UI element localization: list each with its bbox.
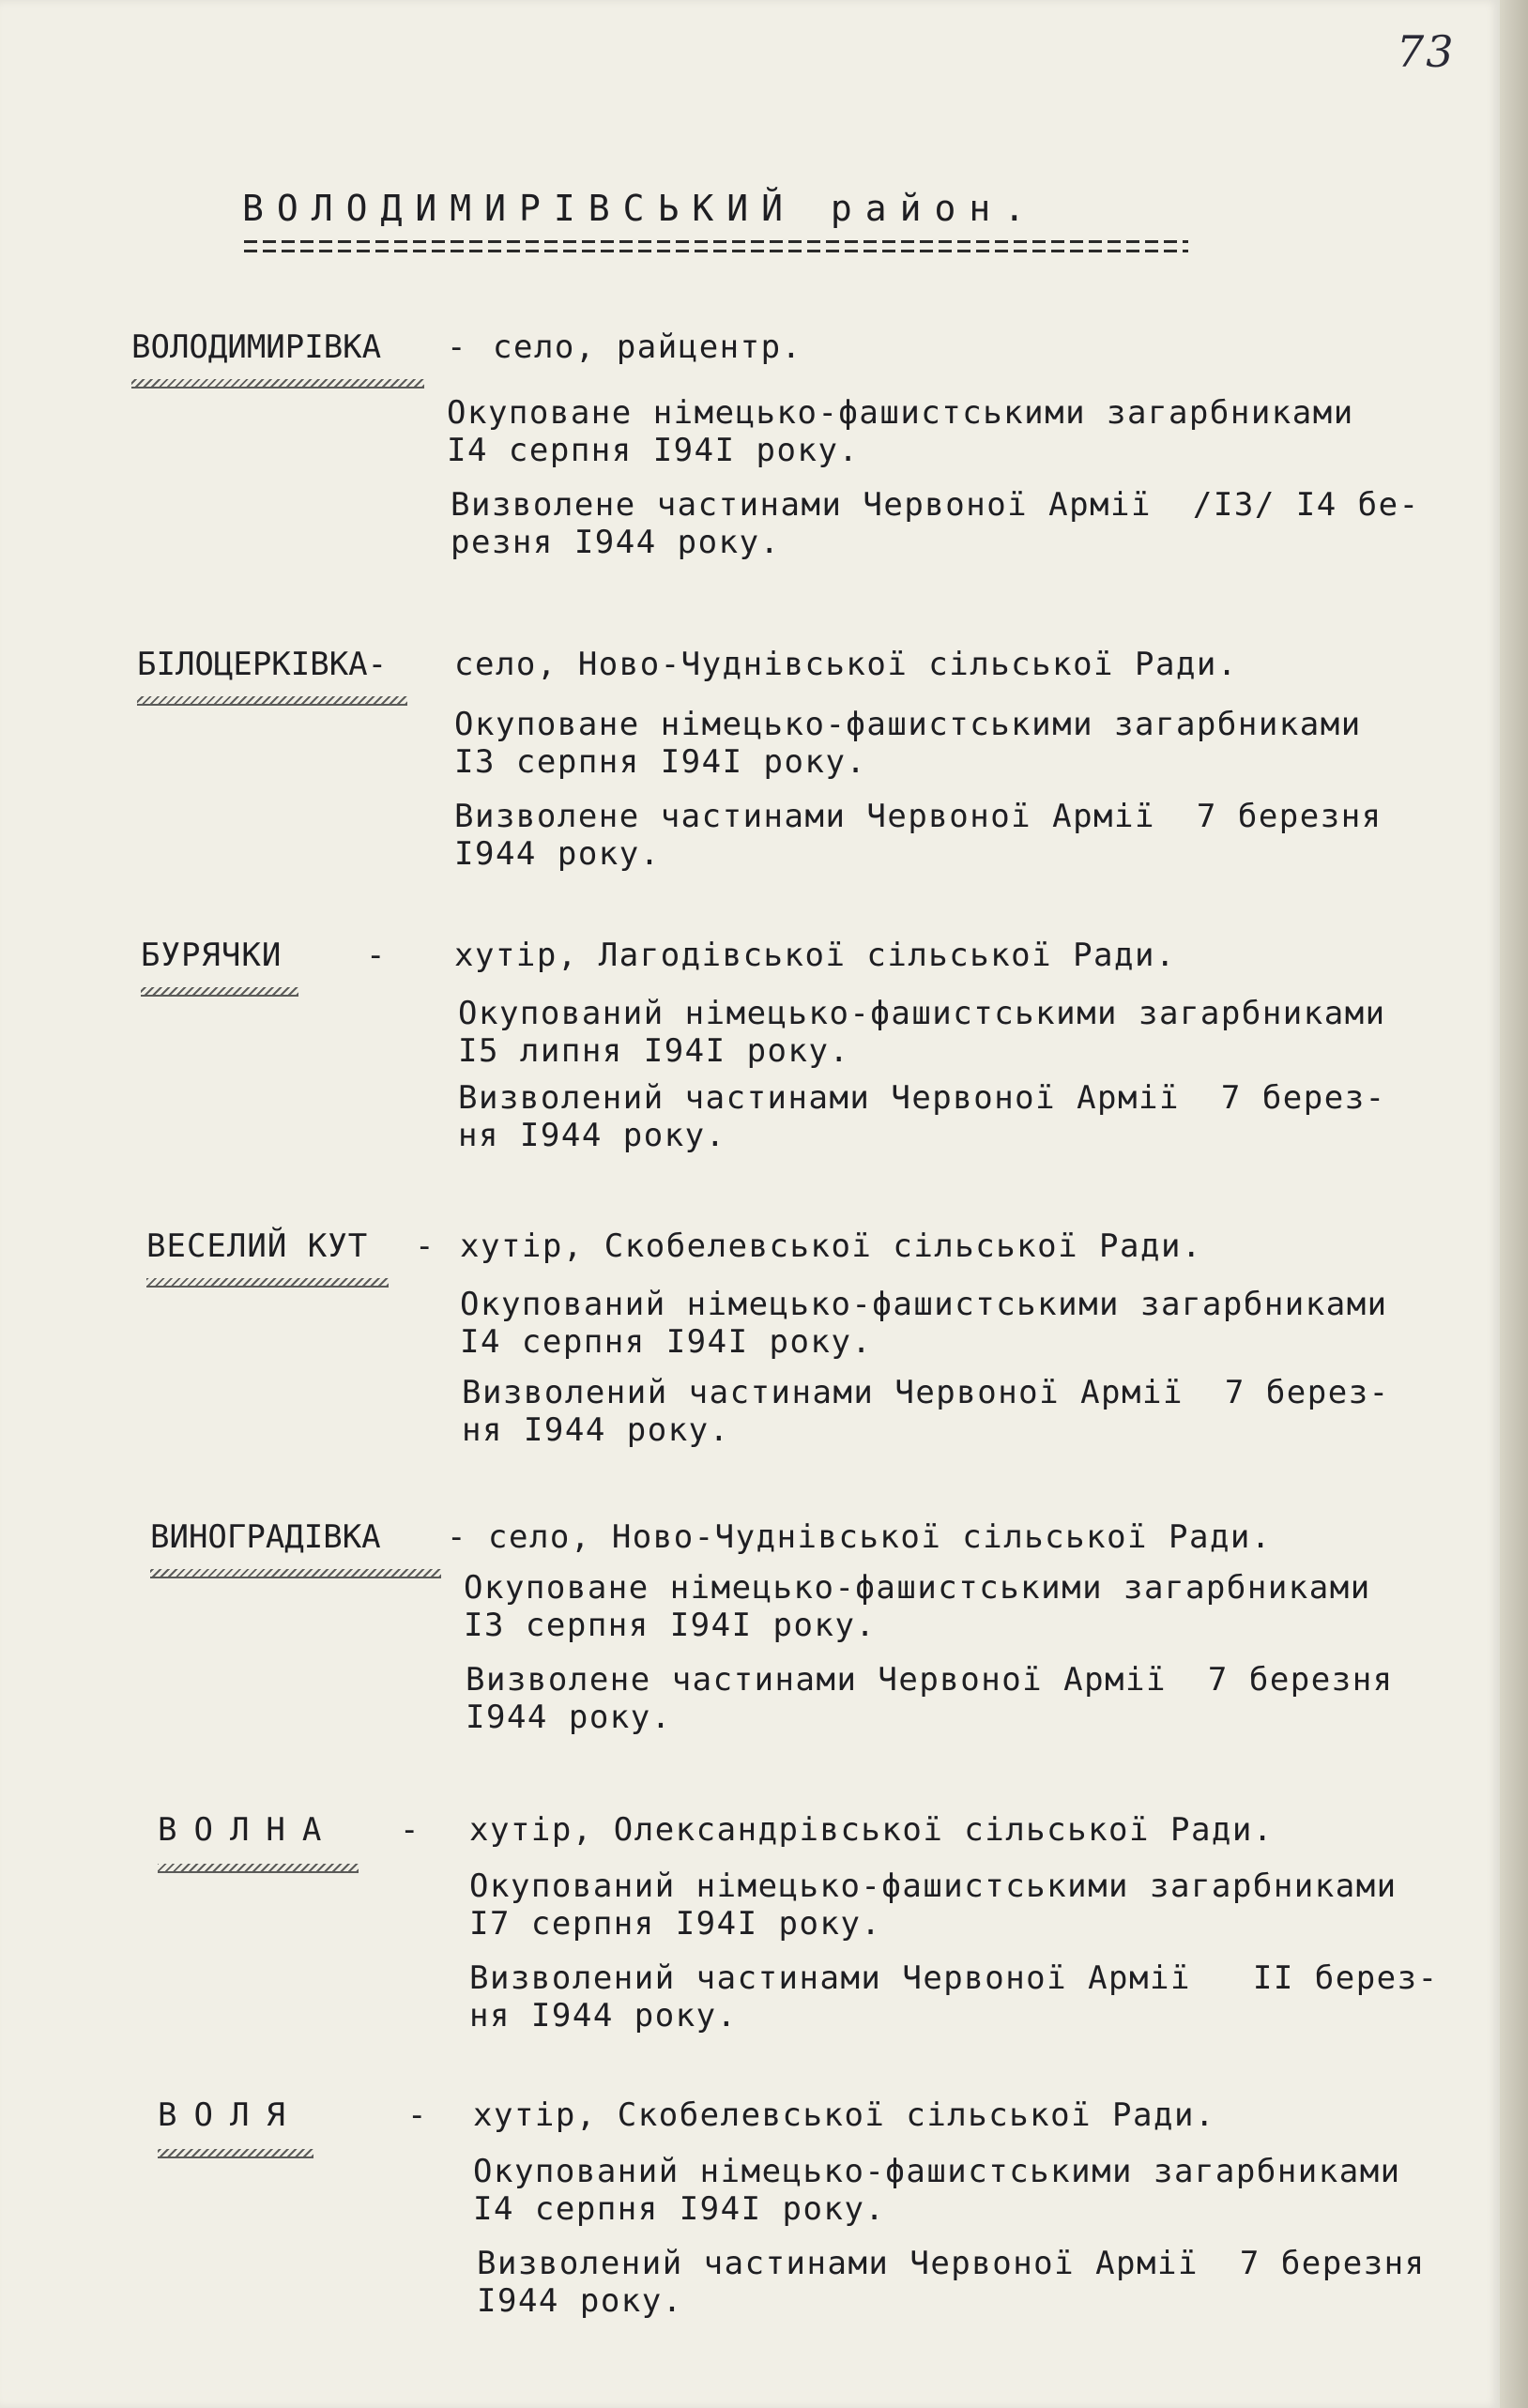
name-underline	[150, 1569, 441, 1578]
occupation-line-2: І4 серпня І94І року.	[473, 2190, 886, 2228]
liberation-line-2: резня І944 року.	[451, 524, 781, 561]
page-number: 73	[1397, 26, 1456, 77]
liberation-line-1: Визволений частинами Червоної Армії 7 березня	[477, 2245, 1426, 2282]
entry-dash: -	[407, 2096, 427, 2134]
entry-type: хутір, Скобелевської сільської Ради.	[473, 2096, 1215, 2134]
liberation-line-1: Визволений частинами Червоної Армії ІІ берез-	[469, 1959, 1439, 1997]
liberation-line-1: Визволений частинами Червоної Армії 7 берез-	[458, 1079, 1386, 1117]
occupation-line-1: Окупований німецько-фашистськими загарбниками	[473, 2153, 1401, 2190]
occupation-line-1: Окупований німецько-фашистськими загарбниками	[460, 1286, 1388, 1323]
page-title: ВОЛОДИМИРІВСЬКИЙ район.	[242, 188, 1039, 229]
name-underline	[146, 1278, 389, 1288]
occupation-line-1: Окуповане німецько-фашистськими загарбниками	[464, 1569, 1371, 1607]
occupation-line-1: Окуповане німецько-фашистськими загарбниками	[454, 706, 1362, 743]
occupation-line-2: ІЗ серпня І94І року.	[454, 743, 867, 781]
occupation-line-2: І4 серпня І94І року.	[447, 432, 860, 469]
entry-name: БУРЯЧКИ	[141, 937, 283, 974]
page-edge	[1500, 0, 1528, 2408]
entry-dash: -	[400, 1811, 420, 1849]
title-double-underline	[244, 236, 1188, 257]
occupation-line-1: Окупований німецько-фашистськими загарбниками	[469, 1867, 1398, 1905]
occupation-line-1: Окупований німецько-фашистськими загарбниками	[458, 995, 1386, 1032]
occupation-line-2: ІЗ серпня І94І року.	[464, 1607, 877, 1644]
occupation-line-2: І7 серпня І94І року.	[469, 1905, 882, 1943]
liberation-line-2: ня І944 року.	[469, 1997, 738, 2035]
entry-type: хутір, Скобелевської сільської Ради.	[460, 1227, 1202, 1265]
entry-type: село, Ново-Чуднівської сільської Ради.	[454, 646, 1238, 683]
entry-name: ВОЛОДИМИРІВКА	[131, 328, 382, 366]
entry-name: ВОЛНА	[158, 1811, 339, 1849]
liberation-line-2: І944 року.	[454, 835, 661, 873]
entry-type: село, Ново-Чуднівської сільської Ради.	[488, 1518, 1272, 1556]
occupation-line-2: І4 серпня І94І року.	[460, 1323, 873, 1361]
occupation-line-2: І5 липня І94І року.	[458, 1032, 850, 1070]
entry-dash: -	[415, 1227, 435, 1265]
occupation-line-1: Окуповане німецько-фашистськими загарбниками	[447, 394, 1354, 432]
entry-type: село, райцентр.	[493, 328, 802, 366]
name-underline	[137, 696, 407, 706]
liberation-line-1: Визволене частинами Червоної Армії /ІЗ/ І4 бе-	[451, 486, 1420, 524]
entry-name: ВИНОГРАДІВКА	[150, 1518, 381, 1556]
entry-dash: -	[447, 328, 466, 366]
entry-name: ВЕСЕЛИЙ КУТ	[146, 1227, 369, 1265]
liberation-line-1: Визволене частинами Червоної Армії 7 березня	[454, 798, 1383, 835]
entry-type: хутір, Лагодівської сільської Ради.	[454, 937, 1176, 974]
entry-dash: -	[366, 937, 386, 974]
liberation-line-1: Визволене частинами Червоної Армії 7 березня	[466, 1661, 1394, 1699]
name-underline	[141, 987, 298, 997]
name-underline	[131, 379, 424, 389]
entry-type: хутір, Олександрівської сільської Ради.	[469, 1811, 1274, 1849]
name-underline	[158, 1864, 359, 1873]
liberation-line-2: ня І944 року.	[462, 1411, 730, 1449]
name-underline	[158, 2149, 313, 2158]
liberation-line-1: Визволений частинами Червоної Армії 7 берез-	[462, 1374, 1390, 1411]
entry-dash: -	[447, 1518, 466, 1556]
liberation-line-2: І944 року.	[477, 2282, 683, 2320]
entry-name: БІЛОЦЕРКІВКА-	[137, 646, 388, 683]
liberation-line-2: І944 року.	[466, 1699, 672, 1736]
entry-name: ВОЛЯ	[158, 2096, 302, 2134]
liberation-line-2: ня І944 року.	[458, 1117, 726, 1154]
